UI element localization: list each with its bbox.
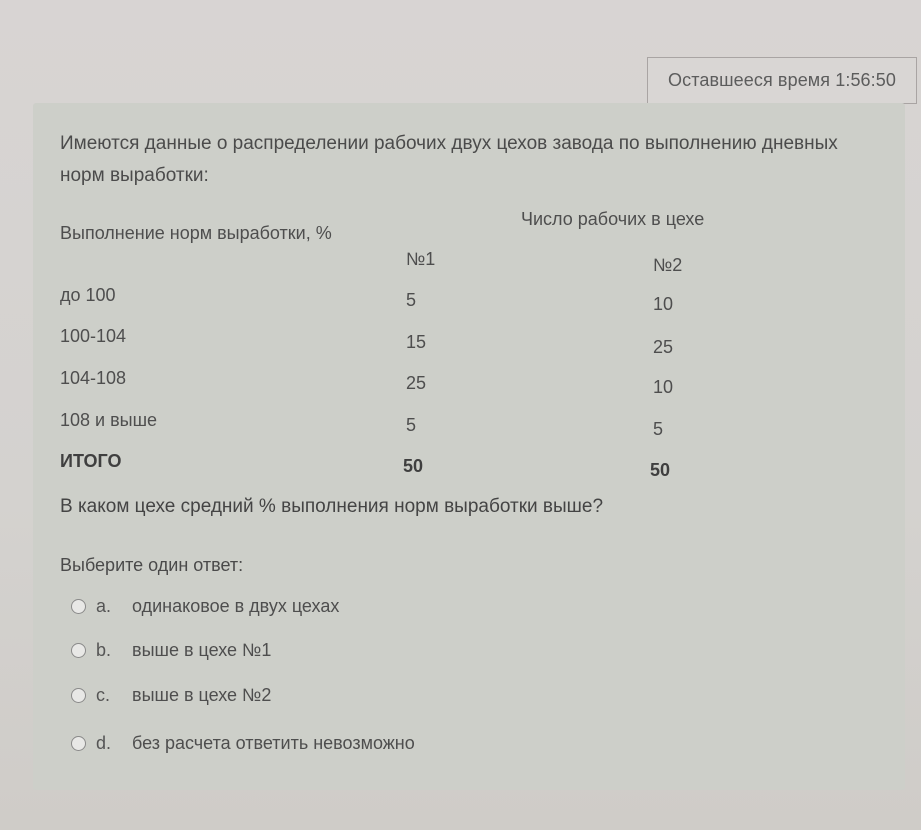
table-header-norm: Выполнение норм выработки, %: [60, 223, 332, 243]
radio-button-b[interactable]: [71, 643, 86, 658]
radio-button-c[interactable]: [71, 688, 86, 703]
option-letter: b.: [96, 640, 112, 660]
table-cell-shop-2: 25: [653, 337, 674, 357]
option-text: без расчета ответить невозможно: [132, 733, 415, 753]
table-total-shop-2: 50: [650, 460, 671, 480]
table-cell-shop-1: 5: [406, 415, 417, 435]
remaining-time-box: [647, 57, 917, 104]
option-letter: d.: [96, 733, 112, 753]
option-text: одинаковое в двух цехах: [132, 596, 340, 616]
radio-button-a[interactable]: [71, 599, 86, 614]
option-text: выше в цехе №2: [132, 685, 272, 705]
table-cell-shop-2: 5: [653, 419, 664, 439]
table-total-label: ИТОГО: [60, 451, 122, 471]
option-text: выше в цехе №1: [132, 640, 272, 660]
table-cell-shop-1: 15: [406, 332, 427, 352]
table-cell-shop-1: 25: [406, 373, 427, 393]
answer-option-c[interactable]: [71, 685, 271, 706]
question-prompt: В каком цехе средний % выполнения норм выработки выше?: [60, 496, 604, 517]
question-intro: Имеются данные о распределении рабочих двух цехов завода по выполнению дневных норм выработки:: [60, 133, 838, 186]
table-row-label: до 100: [60, 285, 116, 305]
table-subheader-shop-2: №2: [653, 255, 683, 275]
table-header-workers: Число рабочих в цехе: [521, 209, 705, 229]
question-panel: [33, 103, 905, 790]
table-cell-shop-1: 5: [406, 290, 417, 310]
table-row-label: 100-104: [60, 326, 127, 346]
remaining-time-label: Оставшееся время 1:56:50: [668, 70, 896, 90]
table-cell-shop-2: 10: [653, 294, 674, 314]
option-letter: c.: [96, 685, 111, 705]
radio-button-d[interactable]: [71, 736, 86, 751]
table-subheader-shop-1: №1: [406, 249, 436, 269]
option-letter: a.: [96, 596, 112, 616]
table-cell-shop-2: 10: [653, 377, 674, 397]
answer-option-b[interactable]: [71, 640, 271, 661]
select-one-label: Выберите один ответ:: [60, 555, 244, 575]
answer-option-a[interactable]: [71, 596, 339, 617]
table-row-label: 108 и выше: [60, 410, 158, 430]
answer-option-d[interactable]: [71, 733, 415, 754]
table-row-label: 104-108: [60, 368, 127, 388]
table-total-shop-1: 50: [403, 456, 424, 476]
